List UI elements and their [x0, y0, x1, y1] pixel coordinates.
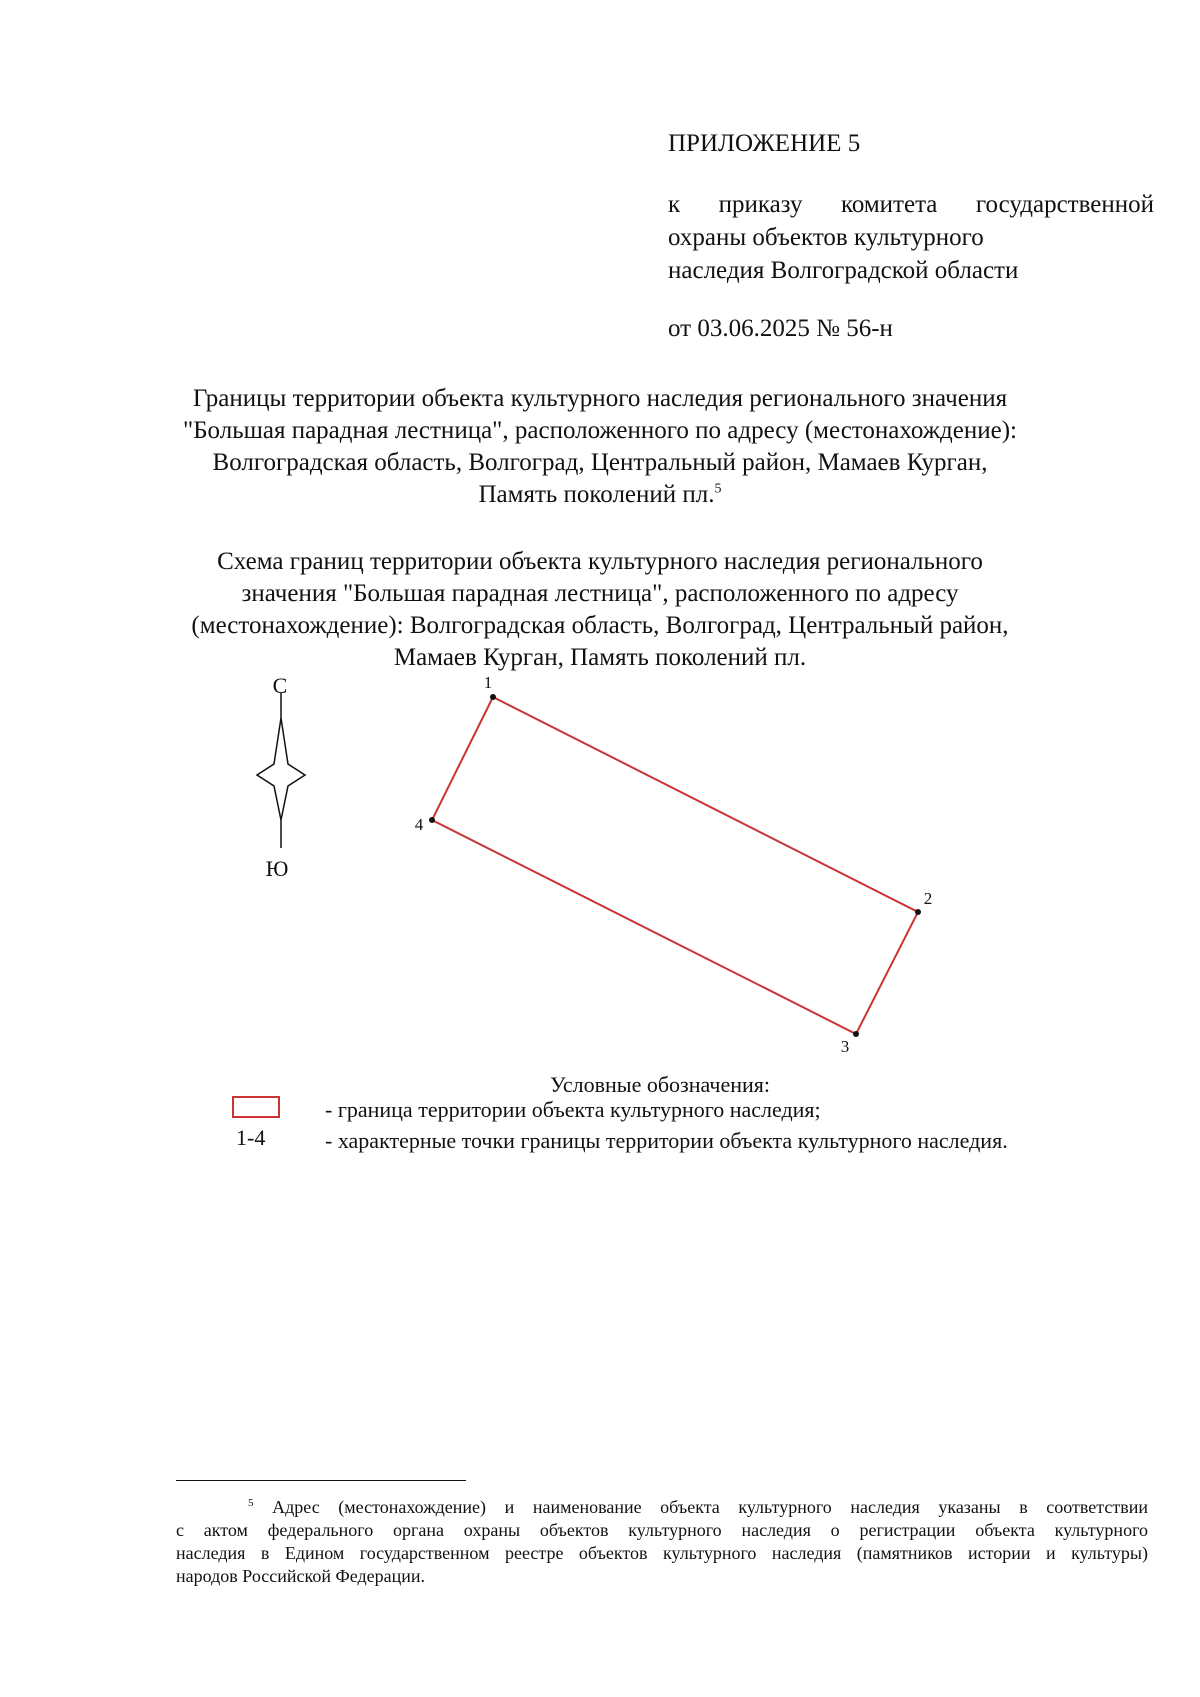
footnote-separator: [176, 1480, 466, 1481]
boundary-point-4: [429, 817, 435, 823]
footnote-mark: 5: [248, 1497, 254, 1509]
boundary-polygon: [432, 697, 918, 1034]
boundary-point-4-label: 4: [414, 815, 424, 834]
footnote-line-1-text: Адрес (местонахождение) и наименование объекта культурного наследия указаны в соответствии: [272, 1497, 1149, 1517]
scheme-title-line-3: (местонахождение): Волгоградская область, Волгоград, Центральный район,: [191, 612, 1009, 639]
boundary-point-1: [490, 694, 496, 700]
footnote-line-1: [176, 1496, 1148, 1519]
compass-rose-icon: [257, 673, 305, 881]
document-title-line-2: "Большая парадная лестница", расположенного по адресу (местонахождение):: [183, 417, 1017, 444]
boundary-point-2-label: 2: [923, 889, 933, 908]
appendix-title: ПРИЛОЖЕНИЕ 5: [668, 130, 861, 157]
boundary-point-1-label: 1: [483, 673, 493, 692]
legend-item-boundary: - граница территории объекта культурного наследия;: [325, 1097, 821, 1122]
legend-boundary-swatch: [232, 1096, 280, 1118]
compass-north-label: С: [272, 673, 288, 698]
document-title-line-3: Волгоградская область, Волгоград, Центральный район, Мамаев Курган,: [212, 449, 988, 476]
order-reference-line-2: охраны объектов культурного: [668, 224, 984, 251]
order-reference-line-1: к приказу комитета государственной: [668, 191, 1154, 218]
scheme-title-line-1: Схема границ территории объекта культурного наследия регионального: [217, 548, 983, 575]
compass-star: [257, 718, 305, 820]
footnote-line-2: с актом федерального органа охраны объектов культурного наследия о регистрации объекта культурного: [176, 1520, 1148, 1540]
compass-south-label: Ю: [265, 856, 289, 881]
legend-points-code: 1-4: [236, 1125, 266, 1150]
legend-item-points: - характерные точки границы территории объекта культурного наследия.: [325, 1128, 1008, 1153]
footnote-line-3: наследия в Едином государственном реестре объектов культурного наследия (памятников истории и культуры): [176, 1543, 1148, 1563]
document-title-line-1: Границы территории объекта культурного наследия регионального значения: [192, 385, 1008, 412]
footnote: [176, 1496, 1148, 1588]
boundary-point-3-label: 3: [840, 1037, 850, 1056]
scheme-title-line-4: Мамаев Курган, Память поколений пл.: [393, 644, 807, 671]
order-reference-line-3: наследия Волгоградской области: [668, 257, 1019, 284]
footnote-reference-mark: 5: [714, 481, 722, 497]
boundary-point-3: [853, 1031, 859, 1037]
boundary-point-2: [915, 909, 921, 915]
legend-title: Условные обозначения:: [549, 1072, 771, 1097]
order-date-number: от 03.06.2025 № 56-н: [668, 315, 893, 342]
document-title-line-4-text: Память поколений пл.: [478, 481, 715, 508]
scheme-title-line-2: значения "Большая парадная лестница", расположенного по адресу: [241, 580, 959, 607]
footnote-line-4: народов Российской Федерации.: [176, 1566, 425, 1586]
